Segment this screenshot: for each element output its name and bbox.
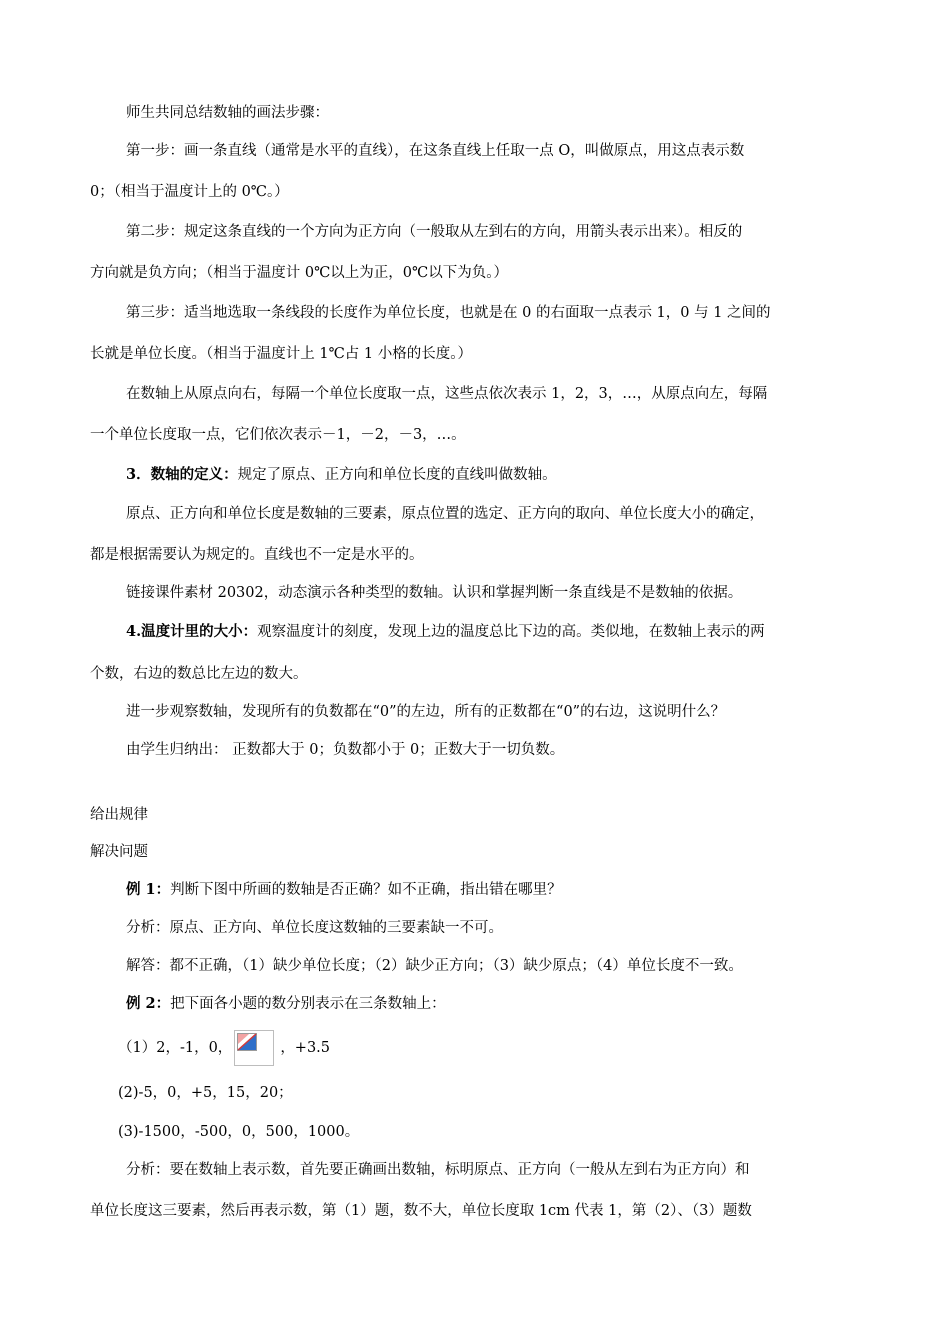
observe-number-line: 进一步观察数轴，发现所有的负数都在“0”的左边，所有的正数都在“0”的右边，这说明什么？ — [126, 704, 726, 720]
thermometer-compare-line2: 个数，右边的数总比左边的数大。 — [90, 666, 308, 682]
question-3: (3)-1500，-500，0，500，1000。 — [118, 1124, 360, 1140]
courseware-link: 链接课件素材 20302，动态演示各种类型的数轴。认识和掌握判断一条直线是不是数轴的依据。 — [126, 585, 743, 601]
question-2: (2)-5，0，+5，15，20； — [118, 1085, 293, 1101]
student-conclusion: 由学生归纳出： 正数都大于 0；负数都小于 0；正数大于一切负数。 — [126, 742, 565, 758]
example-1-answer: 解答：都不正确，（1）缺少单位长度；（2）缺少正方向；（3）缺少原点；（4）单位长度不一致。 — [126, 958, 743, 974]
step-one-line1: 第一步：画一条直线（通常是水平的直线），在这条直线上任取一点 O，叫做原点，用这点表示数 — [126, 143, 745, 159]
definition-heading: 3．数轴的定义： — [126, 466, 238, 483]
example-2-analysis-line1: 分析：要在数轴上表示数，首先要正确画出数轴，标明原点、正方向（一般从左到右为正方向）和 — [126, 1162, 750, 1178]
broken-image-icon — [234, 1030, 274, 1066]
three-elements-line2: 都是根据需要认为规定的。直线也不一定是水平的。 — [90, 547, 424, 563]
side-label-rule: 给出规律 — [90, 807, 148, 823]
side-label-solve: 解决问题 — [90, 844, 148, 860]
step-three-line2: 长就是单位长度。（相当于温度计上 1℃占 1 小格的长度。） — [90, 346, 472, 362]
question-1-prefix: （1）2，-1，0， — [118, 1040, 233, 1056]
example-1-text: 判断下图中所画的数轴是否正确？如不正确，指出错在哪里？ — [170, 882, 562, 898]
thermometer-heading: 4.温度计里的大小： — [126, 623, 258, 640]
example-2 — [126, 994, 446, 1014]
example-2-analysis-line2: 单位长度这三要素，然后再表示数，第（1）题，数不大，单位长度取 1cm 代表 1，第（2）、（3）题数 — [90, 1203, 752, 1219]
steps-intro: 师生共同总结数轴的画法步骤： — [126, 105, 329, 121]
three-elements-line1: 原点、正方向和单位长度是数轴的三要素，原点位置的选定、正方向的取向、单位长度大小的确定， — [126, 506, 764, 522]
number-line-definition — [126, 465, 557, 485]
example-2-label: 例 2： — [126, 995, 171, 1012]
marking-points-line2: 一个单位长度取一点，它们依次表示－1，－2，－3，…。 — [90, 427, 466, 443]
definition-text: 规定了原点、正方向和单位长度的直线叫做数轴。 — [237, 467, 557, 483]
example-1-analysis: 分析：原点、正方向、单位长度这数轴的三要素缺一不可。 — [126, 920, 503, 936]
example-2-text: 把下面各小题的数分别表示在三条数轴上： — [170, 996, 446, 1012]
question-1-suffix: ，+3.5 — [280, 1040, 331, 1056]
example-1 — [126, 880, 562, 900]
step-three-line1: 第三步：适当地选取一条线段的长度作为单位长度，也就是在 0 的右面取一点表示 1，0 与 1 之间的 — [126, 305, 771, 321]
question-1 — [118, 1030, 330, 1066]
thermometer-text: 观察温度计的刻度，发现上边的温度总比下边的高。类似地，在数轴上表示的两 — [257, 624, 765, 640]
step-one-line2: 0；（相当于温度计上的 0℃。） — [90, 184, 289, 200]
thermometer-compare-line1 — [126, 622, 765, 642]
step-two-line1: 第二步：规定这条直线的一个方向为正方向（一般取从左到右的方向，用箭头表示出来）。相反的 — [126, 224, 743, 240]
marking-points-line1: 在数轴上从原点向右，每隔一个单位长度取一点，这些点依次表示 1，2，3，…，从原点向左，每隔 — [126, 386, 768, 402]
step-two-line2: 方向就是负方向；（相当于温度计 0℃以上为正，0℃以下为负。） — [90, 265, 508, 281]
example-1-label: 例 1： — [126, 881, 171, 898]
